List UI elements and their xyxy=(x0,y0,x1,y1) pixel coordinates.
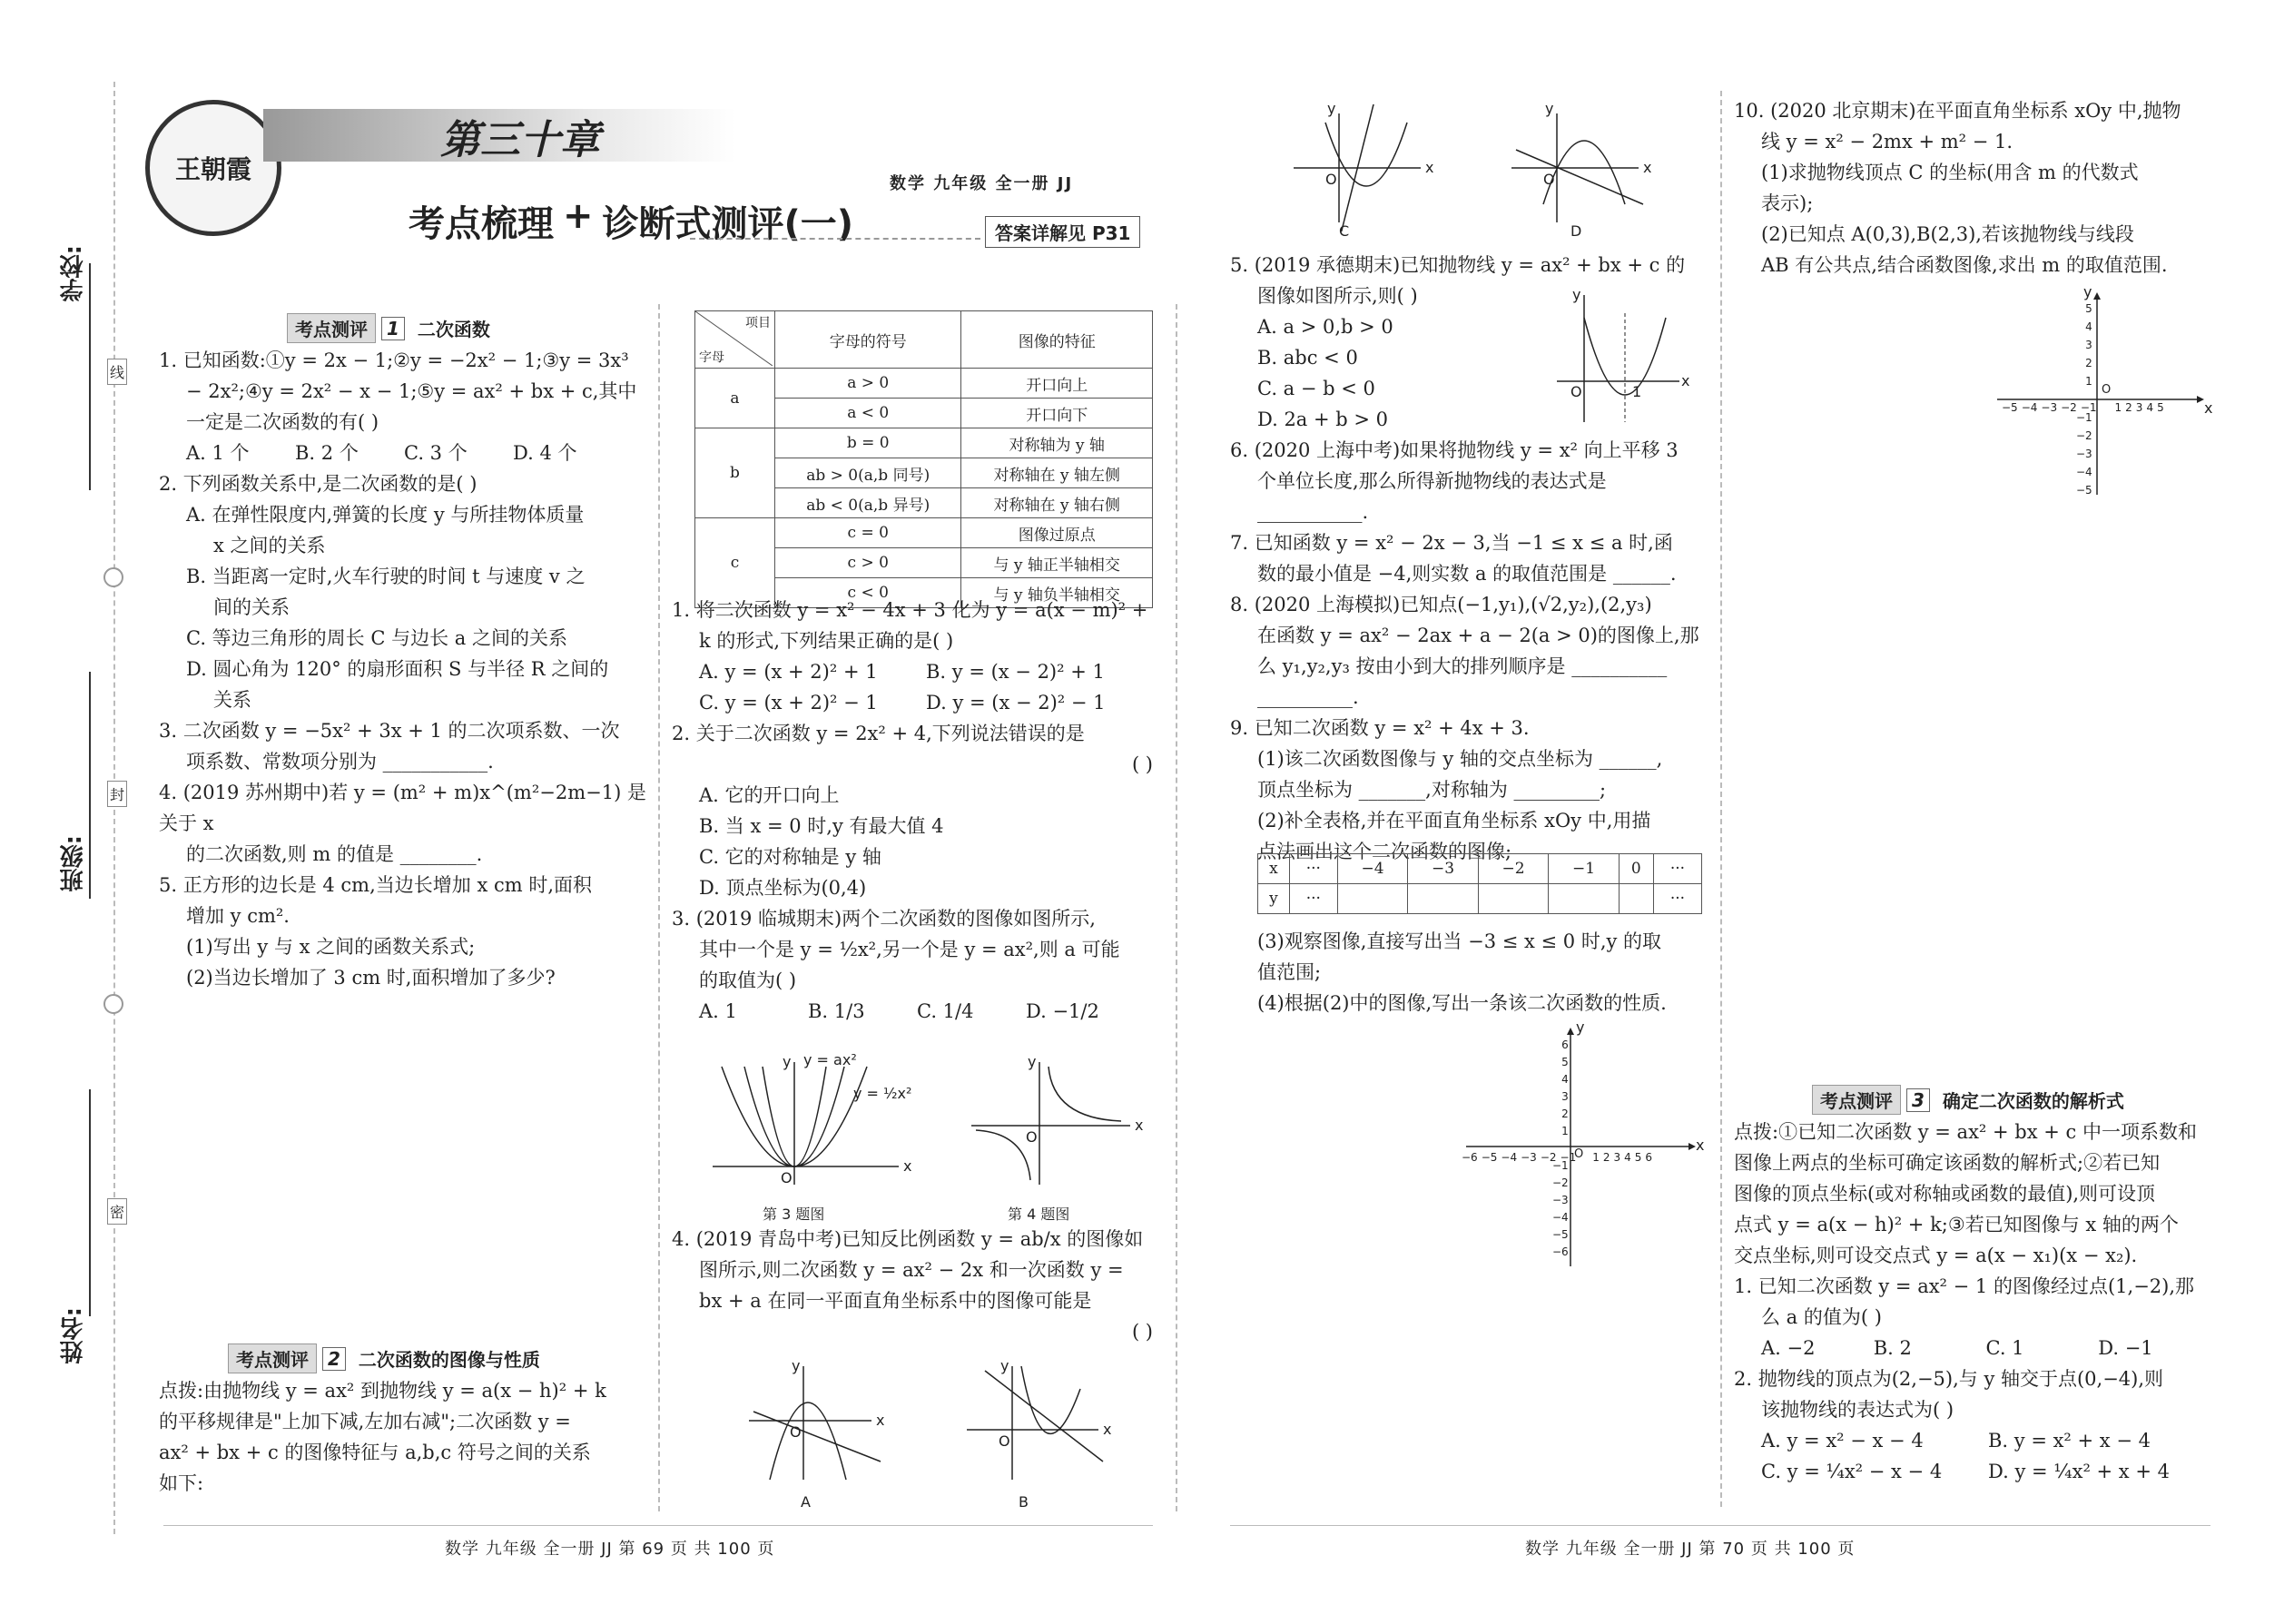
option-b[interactable]: B. y = (x − 2)² + 1 xyxy=(926,661,1105,683)
s3-q1-line1: 1. 已知二次函数 y = ax² − 1 的图像经过点(1,−2),那 xyxy=(1734,1275,2195,1297)
axis-origin: O xyxy=(1570,383,1582,400)
table-cell: x xyxy=(1258,854,1290,884)
q2-option-b[interactable]: B. 当 x = 0 时,y 有最大值 4 xyxy=(699,815,944,837)
header-dash xyxy=(690,238,980,240)
q10-line1: 10. (2020 北京期末)在平面直角坐标系 xOy 中,抛物 xyxy=(1734,100,2181,122)
tick: 6 xyxy=(1645,1151,1653,1164)
tip-line-5: 交点坐标,则可设交点式 y = a(x − x₁)(x − x₂). xyxy=(1734,1245,2138,1266)
footer-rule-left xyxy=(163,1525,1153,1526)
question-2-a2: x 之间的关系 xyxy=(213,535,326,556)
tick: −5 xyxy=(1552,1228,1569,1241)
table-row xyxy=(695,518,1153,548)
option-d[interactable]: D. −1 xyxy=(2098,1337,2153,1359)
option-b[interactable]: B. 2 xyxy=(1873,1337,1912,1359)
table-cell: −3 xyxy=(1408,854,1478,884)
table-cell: ··· xyxy=(1653,854,1701,884)
section-tag: 考点测评 xyxy=(287,313,376,343)
option-d[interactable]: D. 4 个 xyxy=(513,442,577,464)
axis-origin: O xyxy=(1026,1128,1038,1146)
tick: −4 xyxy=(1552,1211,1569,1224)
axis-y: y xyxy=(2083,283,2092,300)
class-field[interactable] xyxy=(89,672,91,899)
q8-line3: 么 y₁,y₂,y₃ 按由小到大的排列顺序是 __________ xyxy=(1257,655,1668,677)
section-1-header xyxy=(159,313,649,343)
option-a[interactable]: A. −2 xyxy=(1761,1337,1816,1359)
s3-q2-line1: 2. 抛物线的顶点为(2,−5),与 y 轴交于点(0,−4),则 xyxy=(1734,1368,2164,1390)
q8-line2: 在函数 y = ax² − 2ax + a − 2(a > 0)的图像上,那 xyxy=(1257,625,1699,646)
q1-options-ab xyxy=(672,656,1162,687)
title-plus: + xyxy=(563,195,594,237)
tick: 4 xyxy=(2146,401,2154,414)
q10-part2-line1: (2)已知点 A(0,3),B(2,3),若该抛物线与线段 xyxy=(1761,223,2134,245)
option-label-d: D xyxy=(1570,222,1582,240)
tip-line-1: 点拨:由抛物线 y = ax² 到抛物线 y = a(x − h)² + k xyxy=(159,1380,606,1402)
q9-part4: (4)根据(2)中的图像,写出一条该二次函数的性质. xyxy=(1257,992,1667,1014)
question-1-line1: 1. 已知函数:①y = 2x − 1;②y = −2x² − 1;③y = 3x³ xyxy=(159,349,629,371)
tick: −4 xyxy=(2021,401,2038,414)
figure-4-caption: 第 4 题图 xyxy=(1008,1206,1070,1223)
section-2-tip xyxy=(159,1375,654,1499)
figure-4-graph xyxy=(962,1053,1144,1189)
tick: 3 xyxy=(1613,1151,1621,1164)
x-row xyxy=(1258,854,1702,884)
q10-part2-line2: AB 有公共点,结合函数图像,求出 m 的取值范围. xyxy=(1761,254,2168,276)
table-cell: a < 0 xyxy=(775,399,961,428)
table-cell: 图像过原点 xyxy=(961,518,1153,548)
tick: 1 xyxy=(1592,1151,1600,1164)
option-c[interactable]: C. 1 xyxy=(1985,1337,2024,1359)
axis-origin: O xyxy=(1325,171,1337,188)
table-cell: −1 xyxy=(1549,854,1619,884)
section-number: 1 xyxy=(381,317,405,340)
tick: 5 xyxy=(2157,401,2164,414)
tick: 1 xyxy=(1561,1125,1569,1137)
table-cell: ab > 0(a,b 同号) xyxy=(775,458,961,488)
tick: 1 xyxy=(2114,401,2122,414)
figure-3-graph xyxy=(708,1053,917,1189)
tick: 2 xyxy=(1561,1107,1569,1120)
column-1-questions xyxy=(159,345,654,993)
q5-option-b[interactable]: B. abc < 0 xyxy=(1257,347,1358,369)
table-corner-cell xyxy=(695,311,775,369)
section-tag: 考点测评 xyxy=(1812,1085,1901,1115)
q1-line2: k 的形式,下列结果正确的是( ) xyxy=(699,630,954,652)
axis-origin: O xyxy=(1543,171,1555,188)
tick: −2 xyxy=(1552,1176,1569,1189)
q8-line4: __________. xyxy=(1257,686,1359,708)
section-number: 3 xyxy=(1906,1088,1930,1112)
q3-line1: 3. (2019 临城期末)两个二次函数的图像如图所示, xyxy=(672,908,1096,930)
punch-hole-2 xyxy=(103,994,123,1014)
table-row xyxy=(695,428,1153,458)
graph-c xyxy=(1289,104,1434,231)
table-cell: 对称轴在 y 轴左侧 xyxy=(961,458,1153,488)
axis-y: y xyxy=(1028,1053,1037,1070)
q4-option-d-graph[interactable] xyxy=(1507,100,1652,240)
tip-line-2: 的平移规律是"上加下减,左加右减";二次函数 y = xyxy=(159,1411,571,1432)
logo-text: 王朝霞 xyxy=(174,154,251,184)
table-cell: ··· xyxy=(1289,884,1337,914)
answer-cell[interactable] xyxy=(1478,884,1548,914)
axis-origin: O xyxy=(781,1169,793,1186)
question-5-line1: 5. 正方形的边长是 4 cm,当边长增加 x cm 时,面积 xyxy=(159,874,592,896)
option-d[interactable]: D. −1/2 xyxy=(1026,1000,1099,1022)
tick: −4 xyxy=(1501,1151,1518,1164)
column-2-questions xyxy=(672,595,1162,1027)
option-a[interactable]: A. 1 xyxy=(699,1000,737,1022)
graph-b xyxy=(962,1362,1117,1489)
option-a[interactable]: A. y = (x + 2)² + 1 xyxy=(699,661,878,683)
figure-3 xyxy=(708,1051,917,1223)
axis-y: y xyxy=(1545,100,1554,117)
q9-value-table xyxy=(1257,853,1702,914)
axis-y: y xyxy=(783,1053,792,1070)
class-label: 班级: xyxy=(60,835,87,892)
question-4-line1: 4. (2019 苏州期中)若 y = (m² + m)x^(m²−2m−1) 是关于 x xyxy=(159,782,646,834)
q9-line3: 顶点坐标为 _______,对称轴为 _________; xyxy=(1257,779,1607,801)
option-c[interactable]: C. y = (x + 2)² − 1 xyxy=(699,692,878,714)
tick: −4 xyxy=(2076,466,2092,478)
graph-a xyxy=(744,1362,890,1489)
tick: −2 xyxy=(2076,429,2092,442)
axis-y: y xyxy=(1572,286,1581,303)
q9-line4: (2)补全表格,并在平面直角坐标系 xOy 中,用描 xyxy=(1257,810,1651,832)
tick-one: 1 xyxy=(1632,383,1642,400)
option-b[interactable]: B. 1/3 xyxy=(808,1000,865,1022)
curve-label-ax2: y = ax² xyxy=(803,1051,857,1068)
section-tag: 考点测评 xyxy=(228,1343,317,1373)
footer-right: 数学 九年级 全一册 JJ 第 70 页 共 100 页 xyxy=(1525,1540,1856,1559)
q4-line2: 图所示,则二次函数 y = ax² − 2x 和一次函数 y = xyxy=(699,1259,1124,1281)
s3-q2-line2: 该抛物线的表达式为( ) xyxy=(1761,1399,1954,1421)
table-cell: 对称轴在 y 轴右侧 xyxy=(961,488,1153,518)
title-part-a: 考点梳理 xyxy=(409,203,554,245)
answer-cell[interactable] xyxy=(1337,884,1407,914)
table-cell: c = 0 xyxy=(775,518,961,548)
option-b[interactable]: B. y = x² + x − 4 xyxy=(1988,1430,2151,1452)
publisher-logo xyxy=(145,100,281,236)
seal-seal-tag: 封 xyxy=(107,781,127,807)
question-2-d2: 关系 xyxy=(213,689,251,711)
table-cell: a > 0 xyxy=(775,369,961,399)
option-label-a: A xyxy=(801,1493,811,1511)
axis-origin: O xyxy=(999,1432,1010,1450)
seal-line-tag: 线 xyxy=(107,359,127,385)
answer-cell[interactable] xyxy=(1619,884,1653,914)
table-cell: −4 xyxy=(1337,854,1407,884)
sign-feature-table xyxy=(694,310,1153,608)
tick: 2 xyxy=(2125,401,2132,414)
option-c[interactable]: C. y = ¼x² − x − 4 xyxy=(1761,1461,1943,1482)
axis-y: y xyxy=(1576,1019,1585,1036)
q4-option-a-graph[interactable] xyxy=(744,1357,890,1511)
q5-line2: 图像如图所示,则( ) xyxy=(1257,285,1418,307)
option-c[interactable]: C. 3 个 xyxy=(404,442,468,464)
axis-x: x xyxy=(1135,1117,1144,1134)
tick: −6 xyxy=(1552,1245,1569,1258)
tick: −1 xyxy=(1552,1159,1569,1172)
q5-parabola xyxy=(1552,290,1689,427)
seal-close-tag: 密 xyxy=(107,1198,127,1225)
question-2-b2: 间的关系 xyxy=(213,596,290,618)
q2-paren: ( ) xyxy=(1131,753,1153,775)
q6-line3: ___________. xyxy=(1257,501,1369,523)
question-4-line2: 的二次函数,则 m 的值是 ________. xyxy=(186,843,483,865)
name-label: 姓名: xyxy=(60,1307,87,1364)
answer-cell[interactable] xyxy=(1549,884,1619,914)
tick: 5 xyxy=(1634,1151,1642,1164)
s3-q1-options xyxy=(1734,1333,2210,1363)
tip-line-2: 图像上两点的坐标可确定该函数的解析式;②若已知 xyxy=(1734,1152,2161,1174)
option-c[interactable]: C. 1/4 xyxy=(917,1000,974,1022)
axis-x: x xyxy=(1696,1137,1705,1154)
axis-y: y xyxy=(792,1357,801,1374)
table-group-b: b xyxy=(695,428,775,518)
s3-q2-options-cd xyxy=(1734,1456,2210,1487)
q7-line1: 7. 已知函数 y = x² − 2x − 3,当 −1 ≤ x ≤ a 时,函 xyxy=(1230,532,1673,554)
tick: 2 xyxy=(2085,357,2092,369)
q7-line2: 数的最小值是 −4,则实数 a 的取值范围是 ______. xyxy=(1257,563,1677,585)
question-5-part1: (1)写出 y 与 x 之间的函数关系式; xyxy=(186,936,476,958)
corner-item: 项目 xyxy=(745,316,771,330)
axis-y: y xyxy=(1000,1357,1009,1374)
tip-line-3: ax² + bx + c 的图像特征与 a,b,c 符号之间的关系 xyxy=(159,1442,591,1463)
tick: −3 xyxy=(1521,1151,1537,1164)
q4-option-c-graph[interactable] xyxy=(1289,100,1434,240)
column-divider xyxy=(1720,91,1722,1507)
tick: −1 xyxy=(2076,411,2092,424)
section-3-header xyxy=(1734,1085,2206,1115)
q6-line2: 个单位长度,那么所得新抛物线的表达式是 xyxy=(1257,470,1607,492)
tick: 3 xyxy=(2135,401,2143,414)
chapter-title: 第三十章 xyxy=(440,117,600,163)
tick: −3 xyxy=(2041,401,2058,414)
table-cell: 与 y 轴正半轴相交 xyxy=(961,548,1153,578)
question-1-line3: 一定是二次函数的有( ) xyxy=(186,411,379,433)
tick: 4 xyxy=(1624,1151,1631,1164)
question-10-block xyxy=(1734,95,2206,281)
axis-x: x xyxy=(903,1157,912,1175)
answer-cell[interactable] xyxy=(1408,884,1478,914)
name-field[interactable] xyxy=(89,1089,91,1316)
footer-rule-right xyxy=(1230,1525,2210,1526)
q9-line1: 9. 已知二次函数 y = x² + 4x + 3. xyxy=(1230,717,1530,739)
question-1-options xyxy=(159,438,654,468)
s3-q2-options-ab xyxy=(1734,1425,2210,1456)
tip-line-4: 点式 y = a(x − h)² + k;③若已知图像与 x 轴的两个 xyxy=(1734,1214,2179,1235)
section-title: 二次函数 xyxy=(410,315,490,341)
q3-line3: 的取值为( ) xyxy=(699,969,797,991)
q1-line1: 1. 将二次函数 y = x² − 4x + 3 化为 y = a(x − m)² + xyxy=(672,599,1148,621)
q9-part3-line2: 值范围; xyxy=(1257,961,1322,983)
table-cell: 与 y 轴负半轴相交 xyxy=(961,578,1153,608)
axis-origin: O xyxy=(790,1423,802,1441)
header-meta: 数学 九年级 全一册 JJ xyxy=(890,174,1074,193)
tick: 2 xyxy=(1602,1151,1610,1164)
q2-option-a[interactable]: A. 它的开口向上 xyxy=(699,784,840,806)
school-label: 学校: xyxy=(60,245,87,302)
curve-label-half-x2: y = ½x² xyxy=(853,1085,912,1102)
axis-x: x xyxy=(876,1412,885,1429)
page-divider xyxy=(1176,304,1177,1511)
table-cell: 0 xyxy=(1619,854,1653,884)
section-title: 二次函数的图像与性质 xyxy=(351,1345,540,1372)
tip-line-3: 图像的顶点坐标(或对称轴或函数的最值),则可设顶 xyxy=(1734,1183,2156,1205)
figure-4 xyxy=(962,1053,1144,1223)
q5-line1: 5. (2019 承德期末)已知抛物线 y = ax² + bx + c 的 xyxy=(1230,254,1686,276)
q5-option-d[interactable]: D. 2a + b > 0 xyxy=(1257,408,1389,430)
table-cell: −2 xyxy=(1478,854,1548,884)
question-2-b1[interactable]: B. 当距离一定时,火车行驶的时间 t 与速度 v 之 xyxy=(186,566,586,587)
axis-y: y xyxy=(1327,100,1336,117)
question-3-line1: 3. 二次函数 y = −5x² + 3x + 1 的二次项系数、一次 xyxy=(159,720,620,742)
q9-line2: (1)该二次函数图像与 y 轴的交点坐标为 ______, xyxy=(1257,748,1663,770)
tick: −2 xyxy=(2061,401,2077,414)
question-5-line2: 增加 y cm². xyxy=(186,905,290,927)
tick: −1 xyxy=(2080,401,2097,414)
option-label-c: C xyxy=(1339,222,1350,240)
axis-origin: O xyxy=(2102,383,2112,397)
option-d[interactable]: D. y = ¼x² + x + 4 xyxy=(1988,1461,2170,1482)
q3-line2: 其中一个是 y = ½x²,另一个是 y = ax²,则 a 可能 xyxy=(699,939,1120,960)
option-a[interactable]: A. 1 个 xyxy=(186,442,250,464)
q10-coordinate-plane[interactable] xyxy=(1993,283,2213,503)
axis-x: x xyxy=(1103,1421,1112,1438)
q2-line1: 2. 关于二次函数 y = 2x² + 4,下列说法错误的是 xyxy=(672,723,1085,744)
table-row xyxy=(695,369,1153,399)
table-group-c: c xyxy=(695,518,775,608)
question-4-block xyxy=(672,1224,1162,1347)
option-d[interactable]: D. y = (x − 2)² − 1 xyxy=(926,692,1106,714)
option-b[interactable]: B. 2 个 xyxy=(295,442,359,464)
q3-options xyxy=(672,996,1162,1027)
answer-ref: 答案详解见 P31 xyxy=(985,216,1140,248)
punch-hole-1 xyxy=(103,567,123,587)
school-field[interactable] xyxy=(89,263,91,490)
table-cell: ··· xyxy=(1289,854,1337,884)
y-row xyxy=(1258,884,1702,914)
section-3-content xyxy=(1734,1117,2210,1487)
q5-option-c[interactable]: C. a − b < 0 xyxy=(1257,378,1375,399)
q4-line1: 4. (2019 青岛中考)已知反比例函数 y = ab/x 的图像如 xyxy=(672,1228,1144,1250)
tick: 3 xyxy=(2085,339,2092,351)
section-2-header xyxy=(159,1343,649,1373)
table-cell: 对称轴为 y 轴 xyxy=(961,428,1153,458)
column-divider xyxy=(658,304,660,1511)
y-tick-labels xyxy=(1552,1037,1569,1261)
question-2-a1[interactable]: A. 在弹性限度内,弹簧的长度 y 与所挂物体质量 xyxy=(186,504,585,526)
tick: −3 xyxy=(1552,1194,1569,1206)
table-header-sign: 字母的符号 xyxy=(775,311,961,369)
q10-line2: 线 y = x² − 2mx + m² − 1. xyxy=(1761,131,2013,153)
axis-x: x xyxy=(2204,399,2213,417)
tick: 3 xyxy=(1561,1090,1569,1103)
axis-origin: O xyxy=(1574,1147,1584,1161)
table-cell: y xyxy=(1258,884,1290,914)
table-cell: 开口向下 xyxy=(961,399,1153,428)
table-cell: c > 0 xyxy=(775,548,961,578)
s3-q1-line2: 么 a 的值为( ) xyxy=(1761,1306,1882,1328)
question-1-line2: − 2x²;④y = 2x² − x − 1;⑤y = ax² + bx + c,其中 xyxy=(186,380,637,402)
q9-coordinate-plane[interactable] xyxy=(1462,1019,1705,1275)
footer-left: 数学 九年级 全一册 JJ 第 69 页 共 100 页 xyxy=(445,1540,775,1559)
table-cell: b = 0 xyxy=(775,428,961,458)
q2-option-d[interactable]: D. 顶点坐标为(0,4) xyxy=(699,877,867,899)
question-3-line2: 项系数、常数项分别为 ___________. xyxy=(186,751,494,773)
table-header-feature: 图像的特征 xyxy=(961,311,1153,369)
figure-3-caption: 第 3 题图 xyxy=(763,1206,825,1223)
graph-d xyxy=(1507,104,1652,231)
q5-option-a[interactable]: A. a > 0,b > 0 xyxy=(1257,316,1393,338)
tick: −5 xyxy=(2076,484,2092,497)
tick: 1 xyxy=(2085,375,2092,388)
option-a[interactable]: A. y = x² − x − 4 xyxy=(1761,1430,1924,1452)
table-cell: ··· xyxy=(1653,884,1701,914)
tick: −5 xyxy=(1481,1151,1498,1164)
q6-line1: 6. (2020 上海中考)如果将抛物线 y = x² 向上平移 3 xyxy=(1230,439,1679,461)
q1-options-cd xyxy=(672,687,1162,718)
tip-line-4: 如下: xyxy=(159,1472,204,1494)
question-5-part2: (2)当边长增加了 3 cm 时,面积增加了多少? xyxy=(186,967,556,989)
q2-option-c[interactable]: C. 它的对称轴是 y 轴 xyxy=(699,846,881,868)
axis-x: x xyxy=(1425,159,1434,176)
q9-part3-line1: (3)观察图像,直接写出当 −3 ≤ x ≤ 0 时,y 的取 xyxy=(1257,930,1662,952)
q4-line3: bx + a 在同一平面直角坐标系中的图像可能是 xyxy=(699,1290,1092,1312)
axis-x: x xyxy=(1681,372,1690,389)
corner-letter: 字母 xyxy=(699,350,724,365)
q10-part1-line1: (1)求抛物线顶点 C 的坐标(用含 m 的代数式 xyxy=(1761,162,2139,183)
q9-line5: 点法画出这个二次函数的图像; xyxy=(1257,841,1512,862)
q5-graph xyxy=(1552,286,1690,427)
table-cell: ab < 0(a,b 异号) xyxy=(775,488,961,518)
q10-part1-line2: 表示); xyxy=(1761,192,1814,214)
tick: 6 xyxy=(1561,1038,1569,1051)
tick: −5 xyxy=(2002,401,2018,414)
axis-x: x xyxy=(1643,159,1652,176)
question-2: 2. 下列函数关系中,是二次函数的是( ) xyxy=(159,473,478,495)
tick: 5 xyxy=(1561,1056,1569,1068)
binding-line xyxy=(113,82,115,1534)
q4-option-b-graph[interactable] xyxy=(962,1357,1117,1511)
table-header-row xyxy=(695,311,1153,369)
table-cell: c < 0 xyxy=(775,578,961,608)
q4-paren: ( ) xyxy=(1131,1321,1153,1343)
question-2-c[interactable]: C. 等边三角形的周长 C 与边长 a 之间的关系 xyxy=(186,627,567,649)
q8-line1: 8. (2020 上海模拟)已知点(−1,y₁),(√2,y₂),(2,y₃) xyxy=(1230,594,1652,615)
title-part-b: 诊断式测评(一) xyxy=(602,203,854,245)
y-tick-labels xyxy=(2076,300,2092,499)
section-title: 确定二次函数的解析式 xyxy=(1935,1087,2124,1113)
tick: −2 xyxy=(1540,1151,1557,1164)
question-2-d1[interactable]: D. 圆心角为 120° 的扇形面积 S 与半径 R 之间的 xyxy=(186,658,609,680)
tick: −1 xyxy=(1560,1151,1577,1164)
tick: 5 xyxy=(2085,302,2092,315)
q9-continued xyxy=(1230,926,1720,1019)
table-cell: 开口向上 xyxy=(961,369,1153,399)
tick: −3 xyxy=(2076,448,2092,460)
option-label-b: B xyxy=(1019,1493,1029,1511)
table-group-a: a xyxy=(695,369,775,428)
tick: 4 xyxy=(1561,1073,1569,1086)
tip-line-1: 点拨:①已知二次函数 y = ax² + bx + c 中一项系数和 xyxy=(1734,1121,2197,1143)
tick: 4 xyxy=(2085,320,2092,333)
section-number: 2 xyxy=(322,1347,346,1371)
tick: −6 xyxy=(1462,1151,1478,1164)
